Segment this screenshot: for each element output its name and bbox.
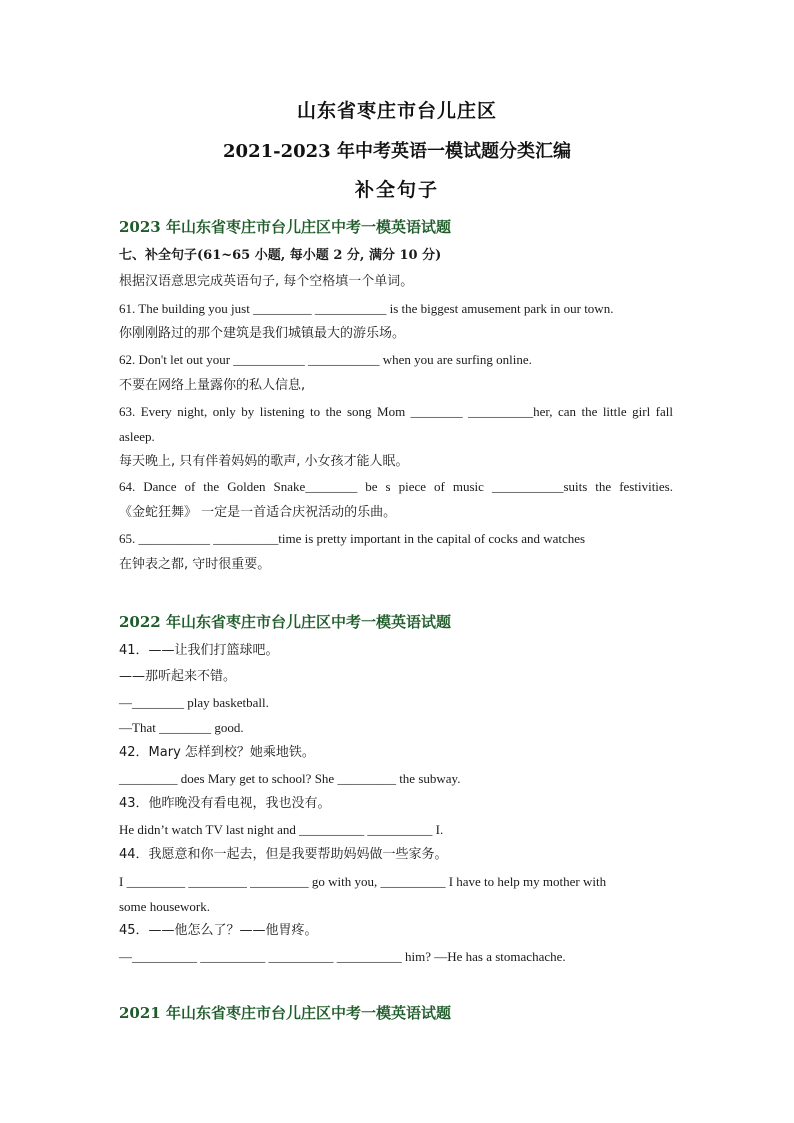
section-heading-2023: 2023 年山东省枣庄市台儿庄区中考一模英语试题	[119, 218, 451, 236]
question-65: 65. ___________ __________time is pretty important in the capital of cocks and watches	[119, 531, 586, 546]
question-63-translation: 每天晚上, 只有伴着妈妈的歌声, 小女孩才能人眠。	[119, 454, 409, 469]
question-42-english: _________ does Mary get to school? She _________ the subway.	[119, 771, 461, 786]
question-41: 41．——让我们打篮球吧。	[119, 643, 279, 658]
document-title-topic: 补全句子	[354, 179, 439, 201]
question-42: 42．Mary 怎样到校？她乘地铁。	[119, 745, 315, 760]
document-title-years: 2021-2023 年中考英语一模试题分类汇编	[223, 141, 571, 162]
question-65-translation: 在钟表之都, 守时很重要。	[119, 557, 271, 572]
question-43: 43．他昨晚没有看电视，我也没有。	[119, 796, 331, 811]
question-43-english: He didn’t watch TV last night and __________ __________ I.	[119, 822, 444, 837]
question-45: 45．——他怎么了？——他胃疼。	[119, 923, 318, 938]
question-61: 61. The building you just _________ ___________ is the biggest amusement park in our town.	[119, 301, 614, 316]
question-41-blank2: —That ________ good.	[119, 720, 244, 735]
question-44-english: I _________ _________ _________ go with you, __________ I have to help my mother with	[119, 874, 607, 889]
question-63: 63. Every night, only by listening to the song Mom ________ __________her, can the little girl fall	[119, 404, 673, 419]
section-heading-2022: 2022 年山东省枣庄市台儿庄区中考一模英语试题	[119, 613, 451, 631]
question-62: 62. Don't let out your ___________ ___________ when you are surfing online.	[119, 352, 532, 367]
question-41-blank1: —________ play basketball.	[119, 695, 269, 710]
part-title: 七、补全句子(61~65 小题, 每小题 2 分, 满分 10 分)	[119, 248, 442, 263]
section-heading-2021: 2021 年山东省枣庄市台儿庄区中考一模英语试题	[119, 1004, 451, 1022]
document-title-region: 山东省枣庄市台儿庄区	[296, 100, 497, 122]
question-63-continued: asleep.	[119, 429, 155, 444]
question-62-translation: 不要在网络上量露你的私人信息,	[119, 378, 306, 393]
question-64-translation: 《金蛇狂舞》 一定是一首适合庆祝活动的乐曲。	[119, 505, 397, 520]
question-61-translation: 你刚刚路过的那个建筑是我们城镇最大的游乐场。	[119, 326, 406, 341]
question-44: 44．我愿意和你一起去，但是我要帮助妈妈做一些家务。	[119, 847, 448, 862]
question-45-english: —__________ __________ __________ __________ him? —He has a stomachache.	[119, 949, 566, 964]
instruction-text: 根据汉语意思完成英语句子, 每个空格填一个单词。	[119, 274, 414, 289]
question-44-continued: some housework.	[119, 899, 210, 914]
question-64: 64. Dance of the Golden Snake________ be s piece of music ___________suits the festivities.	[119, 479, 673, 494]
question-41-line2: ——那听起来不错。	[119, 669, 237, 684]
